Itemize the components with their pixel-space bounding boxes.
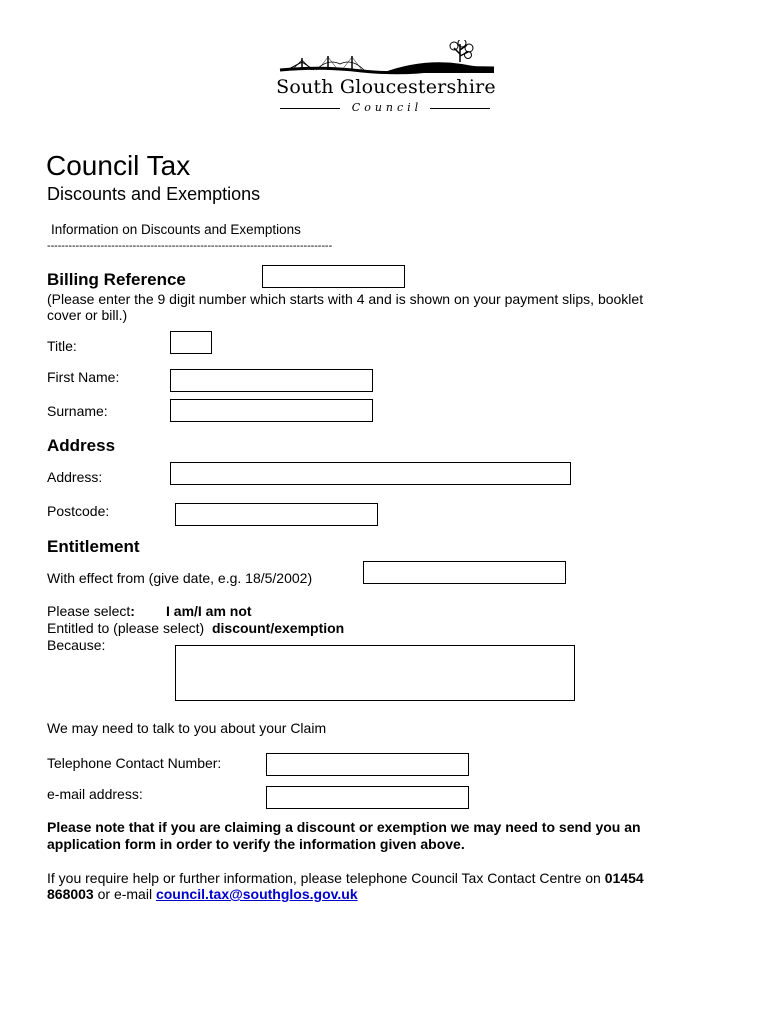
contact-intro: We may need to talk to you about your Claim bbox=[47, 720, 327, 736]
first-name-label: First Name: bbox=[47, 369, 120, 385]
title-label: Title: bbox=[47, 338, 77, 354]
select-colon: : bbox=[130, 603, 135, 619]
help-text: If you require help or further information, please telephone Council Tax Contact Centre on bbox=[47, 870, 601, 886]
logo-name: South Gloucestershire bbox=[276, 76, 496, 98]
note-line-2: application form in order to verify the information given above. bbox=[47, 836, 465, 852]
email-input[interactable] bbox=[266, 786, 469, 809]
page-title: Council Tax bbox=[46, 150, 191, 181]
divider: -------------------------------------------------------------------------------- bbox=[47, 240, 333, 252]
entitled-line bbox=[47, 620, 344, 636]
surname-input[interactable] bbox=[170, 399, 373, 422]
info-line: Information on Discounts and Exemptions bbox=[51, 222, 301, 237]
billing-reference-input[interactable] bbox=[262, 265, 405, 288]
select-line bbox=[47, 603, 135, 619]
email-link[interactable]: council.tax@southglos.gov.uk bbox=[155, 886, 358, 902]
billing-help-2: cover or bill.) bbox=[47, 307, 128, 323]
select-label: Please select bbox=[47, 603, 131, 619]
because-textarea[interactable] bbox=[175, 645, 575, 701]
postcode-input[interactable] bbox=[175, 503, 378, 526]
effect-date-input[interactable] bbox=[363, 561, 566, 584]
help-line-2 bbox=[47, 886, 358, 902]
entitled-label: Entitled to (please select) bbox=[47, 620, 205, 636]
logo-subtitle: Council bbox=[351, 101, 423, 114]
help-line-1 bbox=[47, 870, 644, 886]
bridge-and-tree-icon bbox=[262, 40, 512, 80]
because-label: Because: bbox=[47, 637, 106, 653]
entitlement-heading: Entitlement bbox=[47, 537, 140, 556]
title-input[interactable] bbox=[170, 331, 212, 354]
logo-rule-right bbox=[430, 108, 490, 109]
email-label: e-mail address: bbox=[47, 786, 143, 802]
first-name-input[interactable] bbox=[170, 369, 373, 392]
or-email-text: or e-mail bbox=[97, 886, 153, 902]
address-heading: Address bbox=[47, 436, 116, 455]
council-logo bbox=[262, 40, 512, 114]
select-am-option[interactable]: I am/I am not bbox=[166, 603, 252, 619]
postcode-label: Postcode: bbox=[47, 503, 110, 519]
effect-date-label: With effect from (give date, e.g. 18/5/2002) bbox=[47, 570, 313, 586]
page-subtitle: Discounts and Exemptions bbox=[47, 184, 261, 204]
surname-label: Surname: bbox=[47, 403, 108, 419]
phone-input[interactable] bbox=[266, 753, 469, 776]
address-label: Address: bbox=[47, 469, 103, 485]
note-line-1: Please note that if you are claiming a discount or exemption we may need to send you an bbox=[47, 819, 641, 835]
phone-number-part-2: 868003 bbox=[47, 886, 94, 902]
phone-label: Telephone Contact Number: bbox=[47, 755, 222, 771]
billing-heading: Billing Reference bbox=[47, 270, 186, 289]
phone-number-part-1: 01454 bbox=[604, 870, 644, 886]
address-input[interactable] bbox=[170, 462, 571, 485]
entitled-option[interactable]: discount/exemption bbox=[211, 620, 345, 636]
billing-help: (Please enter the 9 digit number which starts with 4 and is shown on your payment slips, booklet bbox=[47, 291, 644, 307]
